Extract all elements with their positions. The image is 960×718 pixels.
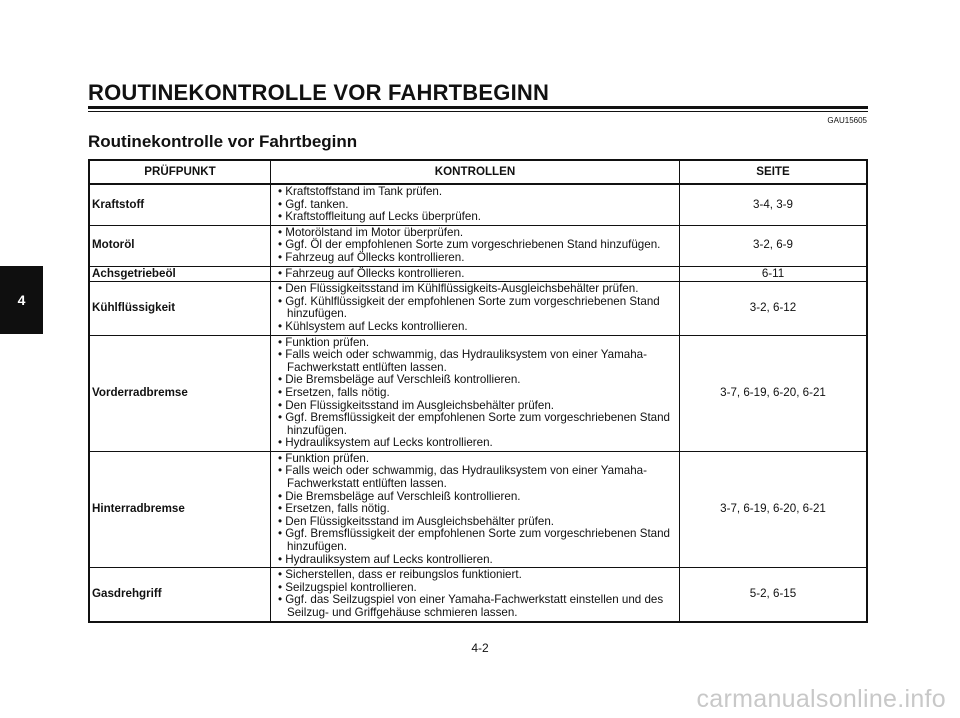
table-row (89, 451, 867, 567)
check-instructions (271, 335, 680, 451)
check-instruction: • Motorölstand im Motor überprüfen. (278, 225, 464, 239)
section-title: Routinekontrolle vor Fahrtbeginn (88, 132, 358, 151)
check-instructions (271, 225, 680, 266)
check-instruction: • Falls weich oder schwammig, das Hydrauliksystem von einer Yamaha-Fachwerkstatt entlüften lassen. (278, 348, 647, 374)
check-instruction: • Funktion prüfen. (278, 335, 370, 349)
check-instructions (271, 568, 680, 622)
check-instruction: • Die Bremsbeläge auf Verschleiß kontrollieren. (278, 489, 521, 503)
table-row (89, 266, 867, 282)
page-reference: 3-7, 6-19, 6-20, 6-21 (680, 335, 868, 451)
chapter-number: 4 (17, 292, 26, 308)
watermark: carmanualsonline.info (696, 685, 946, 713)
page-reference: 5-2, 6-15 (680, 568, 868, 622)
check-instruction: • Die Bremsbeläge auf Verschleiß kontrollieren. (278, 373, 521, 387)
check-instruction: • Den Flüssigkeitsstand im Ausgleichsbehälter prüfen. (278, 398, 555, 412)
check-instruction: • Hydrauliksystem auf Lecks kontrollieren. (278, 552, 493, 566)
check-instruction: • Ggf. Bremsflüssigkeit der empfohlenen Sorte zum vorgeschriebenen Stand hinzufügen. (278, 527, 671, 554)
check-instruction: • Fahrzeug auf Öllecks kontrollieren. (278, 250, 465, 264)
page-reference: 3-2, 6-9 (680, 225, 868, 266)
table-body (89, 184, 867, 622)
check-item-name: Hinterradbremse (89, 451, 271, 567)
check-item-name: Kühlflüssigkeit (89, 282, 271, 335)
table-row (89, 335, 867, 451)
check-instruction: • Kühlsystem auf Lecks kontrollieren. (278, 319, 468, 333)
check-instructions (271, 451, 680, 567)
check-item-name: Motoröl (89, 225, 271, 266)
check-item-name: Vorderradbremse (89, 335, 271, 451)
check-instruction: • Kraftstoffleitung auf Lecks überprüfen. (278, 210, 481, 224)
table-row (89, 568, 867, 622)
page-reference: 6-11 (680, 266, 868, 282)
check-instruction: • Den Flüssigkeitsstand im Ausgleichsbehälter prüfen. (278, 514, 555, 528)
check-instruction: • Sicherstellen, dass er reibungslos funktioniert. (278, 568, 522, 582)
check-instruction: • Fahrzeug auf Öllecks kontrollieren. (278, 266, 465, 280)
page-number: 4-2 (471, 641, 489, 655)
table-header-row (89, 160, 867, 184)
page-reference: 3-7, 6-19, 6-20, 6-21 (680, 451, 868, 567)
check-instructions (271, 266, 680, 282)
check-item-name: Kraftstoff (89, 184, 271, 225)
check-item-name: Gasdrehgriff (89, 568, 271, 622)
check-instructions (271, 184, 680, 225)
column-header-pages: SEITE (680, 160, 868, 184)
check-instruction: • Hydrauliksystem auf Lecks kontrollieren. (278, 436, 493, 450)
table-row (89, 184, 867, 225)
chapter-title: ROUTINEKONTROLLE VOR FAHRTBEGINN (88, 80, 550, 105)
check-instruction: • Funktion prüfen. (278, 451, 370, 465)
chapter-tab (0, 266, 43, 334)
check-instruction: • Ggf. Bremsflüssigkeit der empfohlenen Sorte zum vorgeschriebenen Stand hinzufügen. (278, 411, 671, 437)
document-code: GAU15605 (827, 116, 867, 125)
page-reference: 3-4, 3-9 (680, 184, 868, 225)
check-instruction: • Ggf. tanken. (278, 197, 349, 211)
check-instruction: • Ggf. Öl der empfohlenen Sorte zum vorgeschriebenen Stand hinzufügen. (278, 238, 661, 252)
page-reference: 3-2, 6-12 (680, 282, 868, 335)
check-instruction: • Kraftstoffstand im Tank prüfen. (278, 185, 443, 198)
check-instruction: • Ersetzen, falls nötig. (278, 502, 390, 516)
check-instructions (271, 282, 680, 335)
check-item-name: Achsgetriebeöl (89, 266, 271, 282)
header-rule-thick (88, 106, 868, 109)
check-instruction: • Ersetzen, falls nötig. (278, 385, 390, 399)
check-instruction: • Den Flüssigkeitsstand im Kühlflüssigkeits-Ausgleichsbehälter prüfen. (278, 282, 639, 296)
table-row (89, 282, 867, 335)
table-row (89, 225, 867, 266)
header-rule-thin (88, 111, 868, 112)
check-instruction: • Falls weich oder schwammig, das Hydrauliksystem von einer Yamaha-Fachwerkstatt entlüften lassen. (278, 464, 647, 491)
column-header-item: PRÜFPUNKT (89, 160, 271, 184)
checklist-table (88, 159, 868, 623)
check-instruction: • Ggf. Kühlflüssigkeit der empfohlenen Sorte zum vorgeschriebenen Stand hinzufügen. (278, 294, 660, 321)
check-instruction: • Seilzugspiel kontrollieren. (278, 580, 417, 594)
column-header-checks: KONTROLLEN (271, 160, 680, 184)
check-instruction: • Ggf. das Seilzugspiel von einer Yamaha-Fachwerkstatt einstellen und des Seilzug- und Griffgehäuse schmieren lassen. (278, 593, 664, 619)
